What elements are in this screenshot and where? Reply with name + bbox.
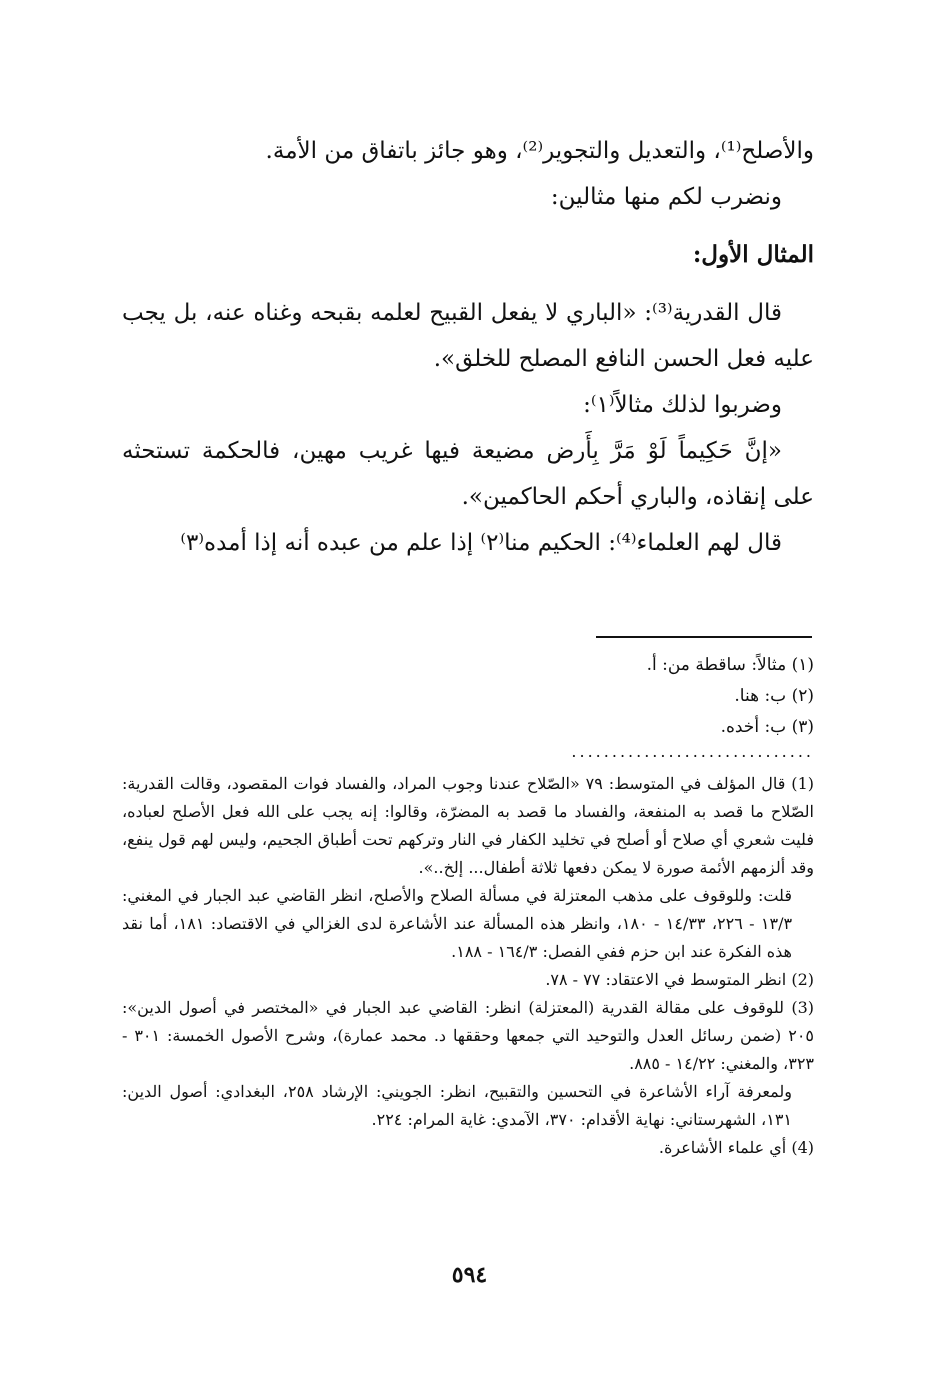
footnote: (2) انظر المتوسط في الاعتقاد: ٧٧ - ٧٨. — [545, 970, 814, 989]
footnote-continuation: ولمعرفة آراء الأشاعرة في التحسين والتقبيح، انظر: الجويني: الإرشاد ٢٥٨، البغدادي: أصول الدين: ١٣١، الشهرستاني: نهاية الأقدام: ٣٧٠، الآمدي: غاية المرام: ٢٢٤. — [122, 1082, 792, 1129]
paragraph: والأصلح⁽¹⁾، والتعديل والتجوير⁽²⁾، وهو جائز باتفاق من الأمة. — [265, 138, 814, 164]
variant-note: (٢) ب: هنا. — [734, 686, 814, 706]
footnote: (4) أي علماء الأشاعرة. — [658, 1138, 814, 1157]
main-text — [122, 128, 814, 566]
footnote: (1) قال المؤلف في المتوسط: ٧٩ «الصّلاح عندنا وجوب المراد، والفساد فوات المقصود، وقالت القدرية: الصّلاح ما قصد به المنفعة، والفساد ما قصد به المضرّة، وقالوا: إنه يجب على الله فعل الأصلح لعباده، فليت شعري أي صلاح أو أصلح في تخليد الكفار في النار وتركهم تحت أطباق الجحيم، وليس لهم قول ينفع، وقد ألزمهم الأئمة صورة لا يمكن دفعها ثلاثة أطفال... إلخ..». — [122, 774, 814, 877]
variant-note: (٣) ب: أخده. — [720, 717, 814, 737]
section-heading: المثال الأول: — [692, 241, 814, 268]
footnote-divider — [596, 636, 812, 638]
footnote-continuation: قلت: وللوقوف على مذهب المعتزلة في مسألة الصلاح والأصلح، انظر القاضي عبد الجبار في المغني: ١٣/٣ - ٢٢٦، ١٤/٣٣ - ١٨٠، وانظر هذه المسألة عند الأشاعرة لدى الغزالي في الاقتصاد: ١٨١، أما نقد هذه الفكرة عند ابن حزم ففي الفصل: ١٦٤/٣ - ١٨٨. — [122, 886, 793, 961]
page-number: ٥٩٤ — [451, 1262, 488, 1288]
quotation: «إنَّ حَكِيماً لَوْ مَرَّ بِأَرض مضيعة فيها غريب مهين، فالحكمة تستحثه على إنقاذه، والباري أحكم الحاكمين». — [122, 438, 814, 510]
footnotes — [122, 770, 814, 1162]
paragraph: قال القدرية⁽³⁾: «الباري لا يفعل القبيح لعلمه بقبحه وغناه عنه، بل يجب عليه فعل الحسن النافع المصلح للخلق». — [122, 300, 814, 372]
paragraph: قال لهم العلماء⁽⁴⁾: الحكيم منا⁽٢⁾ إذا علم من عبده أنه إذا أمده⁽٣⁾ — [180, 530, 782, 556]
dotted-divider: .............................. — [571, 742, 814, 761]
paragraph: ونضرب لكم منها مثالين: — [550, 184, 782, 210]
variant-note: (١) مثالاً: ساقطة من: أ. — [646, 655, 814, 675]
paragraph: وضربوا لذلك مثالاً⁽١⁾: — [583, 392, 782, 418]
variant-readings — [122, 650, 814, 743]
footnote: (3) للوقوف على مقالة القدرية (المعتزلة) انظر: القاضي عبد الجبار في «المختصر في أصول الدين»: ٢٠٥ (ضمن رسائل العدل والتوحيد التي جمعها وحققها د. محمد عمارة)، وشرح الأصول الخمسة: ٣٠١ - ٣٢٣، والمغني: ١٤/٢٢ - ٨٨٥. — [122, 998, 814, 1073]
